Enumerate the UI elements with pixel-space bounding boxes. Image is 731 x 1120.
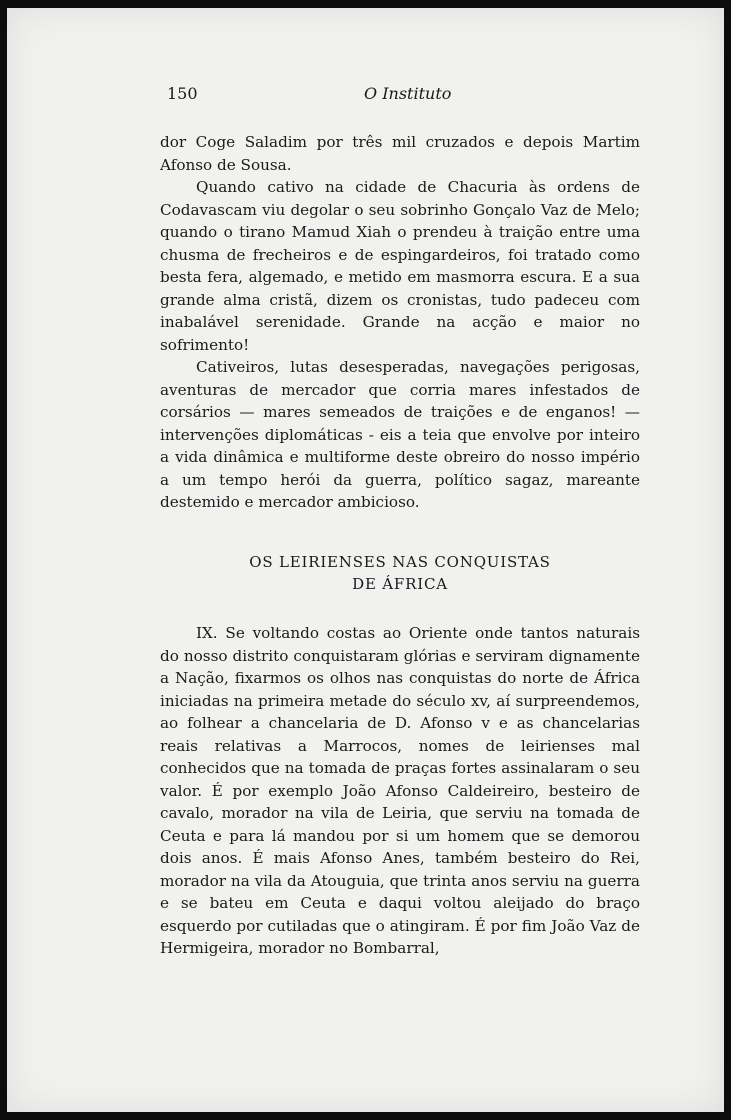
body-text-bottom <box>160 622 640 960</box>
paragraph: IX. Se voltando costas ao Oriente onde tantos naturais do nosso distrito conquistaram glórias e serviram dignamente a Nação, fixarmos os olhos nas conquistas do norte de África iniciadas na primeira metade do século xv, aí surpreendemos, ao folhear a chancelaria de D. Afonso v e as chancelarias reais relativas a Marrocos, nomes de leirienses mal conhecidos que na tomada de praças fortes assinalaram o seu valor. É por exemplo João Afonso Caldeireiro, besteiro de cavalo, morador na vila de Leiria, que serviu na tomada de Ceuta e para lá mandou por si um homem que se demorou dois anos. É mais Afonso Anes, também besteiro do Rei, morador na vila da Atouguia, que trinta anos serviu na guerra e se bateu em Ceuta e daqui voltou aleijado do braço esquerdo por cutiladas que o atingiram. É por fim João Vaz de Hermigeira, morador no Bombarral, <box>160 624 640 957</box>
running-title: O Instituto <box>364 84 452 103</box>
section-heading-line2: DE ÁFRICA <box>352 575 448 593</box>
book-page <box>7 8 724 1112</box>
page-header <box>167 84 647 108</box>
paragraph: Quando cativo na cidade de Chacuria às ordens de Codavascam viu degolar o seu sobrinho Gonçalo Vaz de Melo; quando o tirano Mamud Xiah o prendeu à traição entre uma chusma de frecheiros e de espingardeiros, foi tratado como besta fera, algemado, e metido em masmorra escura. E a sua grande alma cristã, dizem os cronistas, tudo padeceu com inabalável serenidade. Grande na acção e maior no sofrimento! <box>160 178 640 354</box>
paragraph: Cativeiros, lutas desesperadas, navegações perigosas, aventuras de mercador que corria mares infestados de corsários — mares semeados de traições e de enganos! — intervenções diplomáticas - eis a teia que envolve por inteiro a vida dinâmica e multiforme deste obreiro do nosso império a um tempo herói da guerra, político sagaz, mareante destemido e mercador ambicioso. <box>160 358 640 511</box>
page-number: 150 <box>167 84 198 103</box>
section-heading <box>160 551 640 595</box>
section-heading-line1: OS LEIRIENSES NAS CONQUISTAS <box>249 553 551 571</box>
body-text-top <box>160 131 640 514</box>
paragraph: dor Coge Saladim por três mil cruzados e depois Martim Afonso de Sousa. <box>160 133 640 174</box>
